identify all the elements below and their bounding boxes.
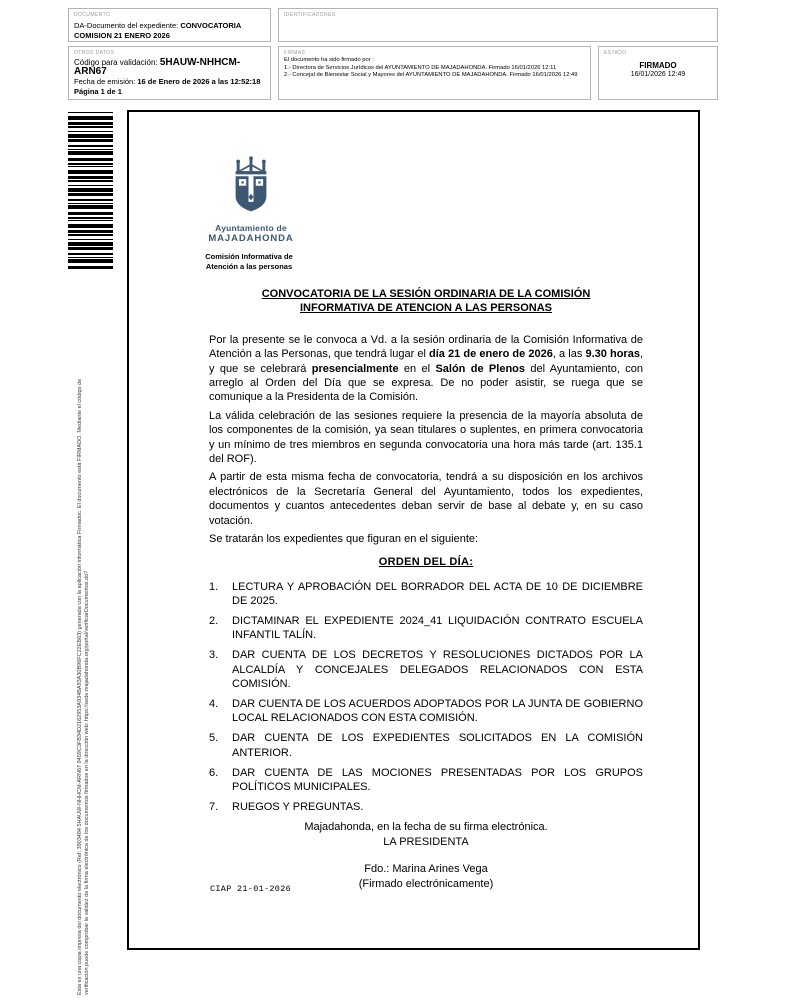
estado-box (598, 46, 718, 100)
closing-role: LA PRESIDENTA (383, 835, 469, 848)
commission-line1: Comisión Informativa de (205, 252, 293, 261)
paragraph: A partir de esta misma fecha de convocatoria, tendrá a su disposición en los archivos electrónicos de la Secretaría General del Ayuntamiento, todos los expedientes, documentos y cuantos antecedentes deban servir de base al debate y, en su caso votación. (209, 471, 643, 527)
identificadores-box (278, 8, 718, 42)
documento-box (68, 8, 271, 42)
documento-label: DOCUMENTO (74, 12, 111, 18)
codigo-validacion: Código para validación: 5HAUW-NHHCM-ARN67 (74, 57, 241, 77)
paragraph: Se tratarán los expedientes que figuran en el siguiente: (209, 533, 479, 546)
signer-name: Fdo.: Marina Arines Vega (364, 863, 488, 876)
firmante-line: 1.- Directora de Servicios Jurídicos del AYUNTAMIENTO DE MAJADAHONDA. Firmado 16/01/2026 12:11 (284, 64, 557, 71)
pagina-indicador: Página 1 de 1 (74, 87, 122, 96)
commission-name (191, 252, 307, 272)
firmas-box (278, 46, 591, 100)
orden-item: 4. DAR CUENTA DE LOS ACUERDOS ADOPTADOS POR LA JUNTA DE GOBIERNO LOCAL RELACIONADOS CON ESTA COMISIÓN. (209, 697, 643, 725)
otros-datos-box (68, 46, 271, 100)
document-title (209, 287, 643, 316)
firmas-intro: El documento ha sido firmado por : (284, 57, 374, 63)
firmantes-list (284, 65, 585, 80)
orden-del-dia-title: ORDEN DEL DÍA: (378, 555, 474, 568)
metadata-header (68, 8, 718, 100)
firmas-label: FIRMAS (284, 50, 306, 56)
paragraph: Por la presente se le convoca a Vd. a la sesión ordinaria de la Comisión Informativa de Atención a las Personas, que tendrá lugar el día 21 de enero de 2026, a las 9.30 horas, y que se celebrará presencialmente en el Salón de Plenos del Ayuntamiento, con arreglo al Orden del Día que se expresa. De no poder asistir, se ruega que se comunique a la Presidenta de la Comisión. (209, 333, 643, 404)
commission-line2: Atención a las personas (205, 262, 293, 271)
identificadores-label: IDENTIFICADORES (284, 12, 336, 18)
orden-del-dia-list (209, 580, 643, 815)
orden-item: 5. DAR CUENTA DE LOS EXPEDIENTES SOLICITADOS EN LA COMISIÓN ANTERIOR. (209, 732, 643, 759)
closing-block (209, 820, 643, 849)
logo-block (201, 156, 301, 244)
estado-label: ESTADO (604, 50, 627, 56)
document-content (209, 287, 643, 891)
orden-item: 2. DICTAMINAR EL EXPEDIENTE 2024_41 LIQUIDACIÓN CONTRATO ESCUELA INFANTIL TALÍN. (209, 614, 643, 642)
barcode (68, 112, 113, 272)
verification-side-note (77, 295, 91, 995)
internal-ref-code: CIAP 21-01-2026 (210, 884, 292, 894)
orden-item: 7. RUEGOS Y PREGUNTAS. (209, 801, 364, 814)
otros-datos-label: OTROS DATOS (74, 50, 115, 56)
verification-line-1: Esta es una copia impresa del documento electrónico (Ref: 3903484 5HAUW-NHHCM-ARN67 9459C3FB34D2162953A934BA93A30B96FC22EB63) generada con la aplicación informática Firmadoc. El documento está FIRMADO. Mediante el código de (77, 378, 83, 995)
org-name-line1: Ayuntamiento de (215, 223, 287, 233)
document-title-line1: CONVOCATORIA DE LA SESIÓN ORDINARIA DE LA COMISIÓN (261, 288, 591, 300)
closing-place: Majadahonda, en la fecha de su firma electrónica. (304, 821, 548, 834)
document-page (127, 110, 700, 950)
firmante-line: 2.- Concejal de Bienestar Social y Mayores del AYUNTAMIENTO DE MAJADAHONDA. Firmado 16/01/2026 12:49 (284, 72, 578, 79)
org-name-line2: MAJADAHONDA (208, 233, 294, 244)
estado-status: FIRMADO (639, 61, 677, 70)
verification-line-2: verificación puede comprobar la validez de la firma electrónica de los documentos firmados en la dirección web: https://sede.majadahonda.org/portal/verificarDocumentos.do? (84, 570, 91, 995)
body-paragraphs (209, 333, 643, 547)
majadahonda-coat-of-arms-icon (229, 156, 273, 214)
fecha-emision: Fecha de emisión: 16 de Enero de 2026 a las 12:52:18 (74, 77, 261, 86)
document-title-line2: INFORMATIVA DE ATENCION A LAS PERSONAS (300, 302, 552, 315)
orden-item: 1. LECTURA Y APROBACIÓN DEL BORRADOR DEL ACTA DE 10 DE DICIEMBRE DE 2025. (209, 580, 643, 607)
signed-electronically-note: (Firmado electrónicamente) (358, 877, 494, 890)
orden-item: 3. DAR CUENTA DE LOS DECRETOS Y RESOLUCIONES DICTADOS POR LA ALCALDÍA Y CONCEJALES DELEGADOS RELACIONADOS CON ESTA COMISIÓN. (209, 649, 643, 690)
metadata-row-2 (68, 46, 718, 100)
metadata-row-1 (68, 8, 718, 42)
documento-value: DA-Documento del expediente: CONVOCATORIA COMISION 21 ENERO 2026 (74, 21, 242, 40)
orden-item: 6. DAR CUENTA DE LAS MOCIONES PRESENTADAS POR LOS GRUPOS POLÍTICOS MUNICIPALES. (209, 766, 643, 793)
estado-datetime: 16/01/2026 12:49 (630, 71, 686, 78)
paragraph: La válida celebración de las sesiones requiere la presencia de la mayoría absoluta de los componentes de la comisión, ya sean titulares o suplentes, en primera convocatoria y un mínimo de tres miembros en segunda convocatoria una hora más tarde (art. 135.1 del ROF). (209, 409, 643, 466)
